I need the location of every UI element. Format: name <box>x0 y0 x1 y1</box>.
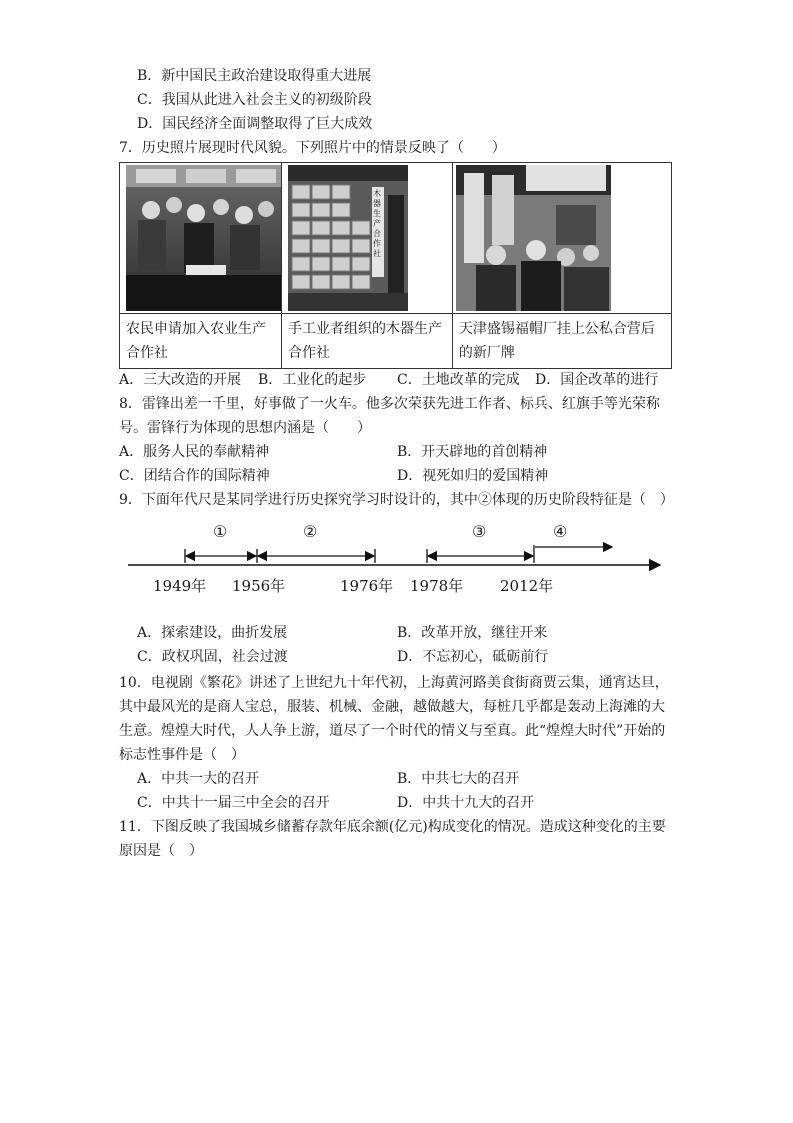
photo-cell-3 <box>452 163 671 314</box>
q7-option-d[interactable]: D．国企改革的进行 <box>535 372 659 388</box>
q10-option-c[interactable]: C．中共十一届三中全会的召开 <box>137 795 330 811</box>
year-label-1976: 1976年 <box>340 577 394 595</box>
caption-2: 手工业者组织的木器生产合作社 <box>282 314 453 369</box>
q6-option-d[interactable]: D．国民经济全面调整取得了巨大成效 <box>137 116 373 132</box>
photo-furniture-cooperative-image <box>288 165 408 311</box>
q8-stem-line1: 8．雷锋出差一千里，好事做了一火车。他多次荣获先进工作者、标兵、红旗手等光荣称 <box>119 396 660 412</box>
q7-photo-table <box>119 162 672 369</box>
q10-option-b[interactable]: B．中共七大的召开 <box>397 771 520 787</box>
year-label-2012: 2012年 <box>500 577 554 595</box>
q6-option-b[interactable]: B．新中国民主政治建设取得重大进展 <box>137 68 372 84</box>
q9-option-a[interactable]: A．探索建设，曲折发展 <box>137 625 288 641</box>
year-label-1949: 1949年 <box>153 577 207 595</box>
q11-stem-line1: 11．下图反映了我国城乡储蓄存款年底余额(亿元)构成变化的情况。造成这种变化的主要 <box>119 819 666 835</box>
q6-option-c[interactable]: C．我国从此进入社会主义的初级阶段 <box>137 92 372 108</box>
q10-stem-line2: 其中最风光的是商人宝总，服装、机械、金融，越做越大，每桩几乎都是轰动上海滩的大 <box>119 699 665 715</box>
q10-option-d[interactable]: D．中共十九大的召开 <box>397 795 535 811</box>
year-label-1956: 1956年 <box>232 577 286 595</box>
q8-option-d[interactable]: D．视死如归的爱国精神 <box>397 468 549 484</box>
q10-stem-line4: 标志性事件是（ ） <box>119 747 245 763</box>
year-label-1978: 1978年 <box>410 577 464 595</box>
q8-stem-line2: 号。雷锋行为体现的思想内涵是（ ） <box>119 420 371 436</box>
photo-cell-1 <box>120 163 282 314</box>
timeline-ruler <box>120 515 670 609</box>
caption-3: 天津盛锡福帽厂挂上公私合营后的新厂牌 <box>452 314 671 369</box>
segment-label-3: ③ <box>472 522 487 541</box>
q8-option-a[interactable]: A．服务人民的奉献精神 <box>119 444 270 460</box>
q8-option-b[interactable]: B．开天辟地的首创精神 <box>397 444 548 460</box>
q7-option-a[interactable]: A．三大改造的开展 <box>119 372 242 388</box>
q7-option-b[interactable]: B．工业化的起步 <box>258 372 367 388</box>
q9-option-b[interactable]: B．改革开放，继往开来 <box>397 625 548 641</box>
q9-option-d[interactable]: D．不忘初心，砥砺前行 <box>397 649 549 665</box>
photo-hat-factory-sign <box>456 165 611 311</box>
q7-stem: 7．历史照片展现时代风貌。下列照片中的情景反映了（ ） <box>119 140 506 156</box>
q9-option-c[interactable]: C．政权巩固，社会过渡 <box>137 649 288 665</box>
segment-label-1: ① <box>213 522 228 541</box>
photo-hat-factory-sign-image <box>456 165 611 311</box>
caption-1: 农民申请加入农业生产合作社 <box>120 314 282 369</box>
photo2-sign: 木器生产合作社 <box>373 189 381 258</box>
q7-option-c[interactable]: C．土地改革的完成 <box>397 372 520 388</box>
q10-stem-line3: 生意。煌煌大时代，人人争上游，道尽了一个时代的情义与至真。此“煌煌大时代”开始的 <box>119 723 666 739</box>
segment-label-2: ② <box>303 522 318 541</box>
photo-furniture-cooperative <box>288 165 408 311</box>
q8-option-c[interactable]: C．团结合作的国际精神 <box>119 468 270 484</box>
q10-stem-line1: 10．电视剧《繁花》讲述了上世纪九十年代初，上海黄河路美食街商贾云集，通宵达旦， <box>119 675 669 691</box>
q10-option-a[interactable]: A．中共一大的召开 <box>137 771 260 787</box>
photo-farmers-cooperative <box>126 165 281 311</box>
q11-stem-line2: 原因是（ ） <box>119 843 203 859</box>
photo-farmers-cooperative-image <box>126 165 281 311</box>
q9-stem: 9．下面年代尺是某同学进行历史探究学习时设计的，其中②体现的历史阶段特征是（ ） <box>119 492 674 508</box>
photo-cell-2 <box>282 163 453 314</box>
segment-label-4: ④ <box>553 522 568 541</box>
